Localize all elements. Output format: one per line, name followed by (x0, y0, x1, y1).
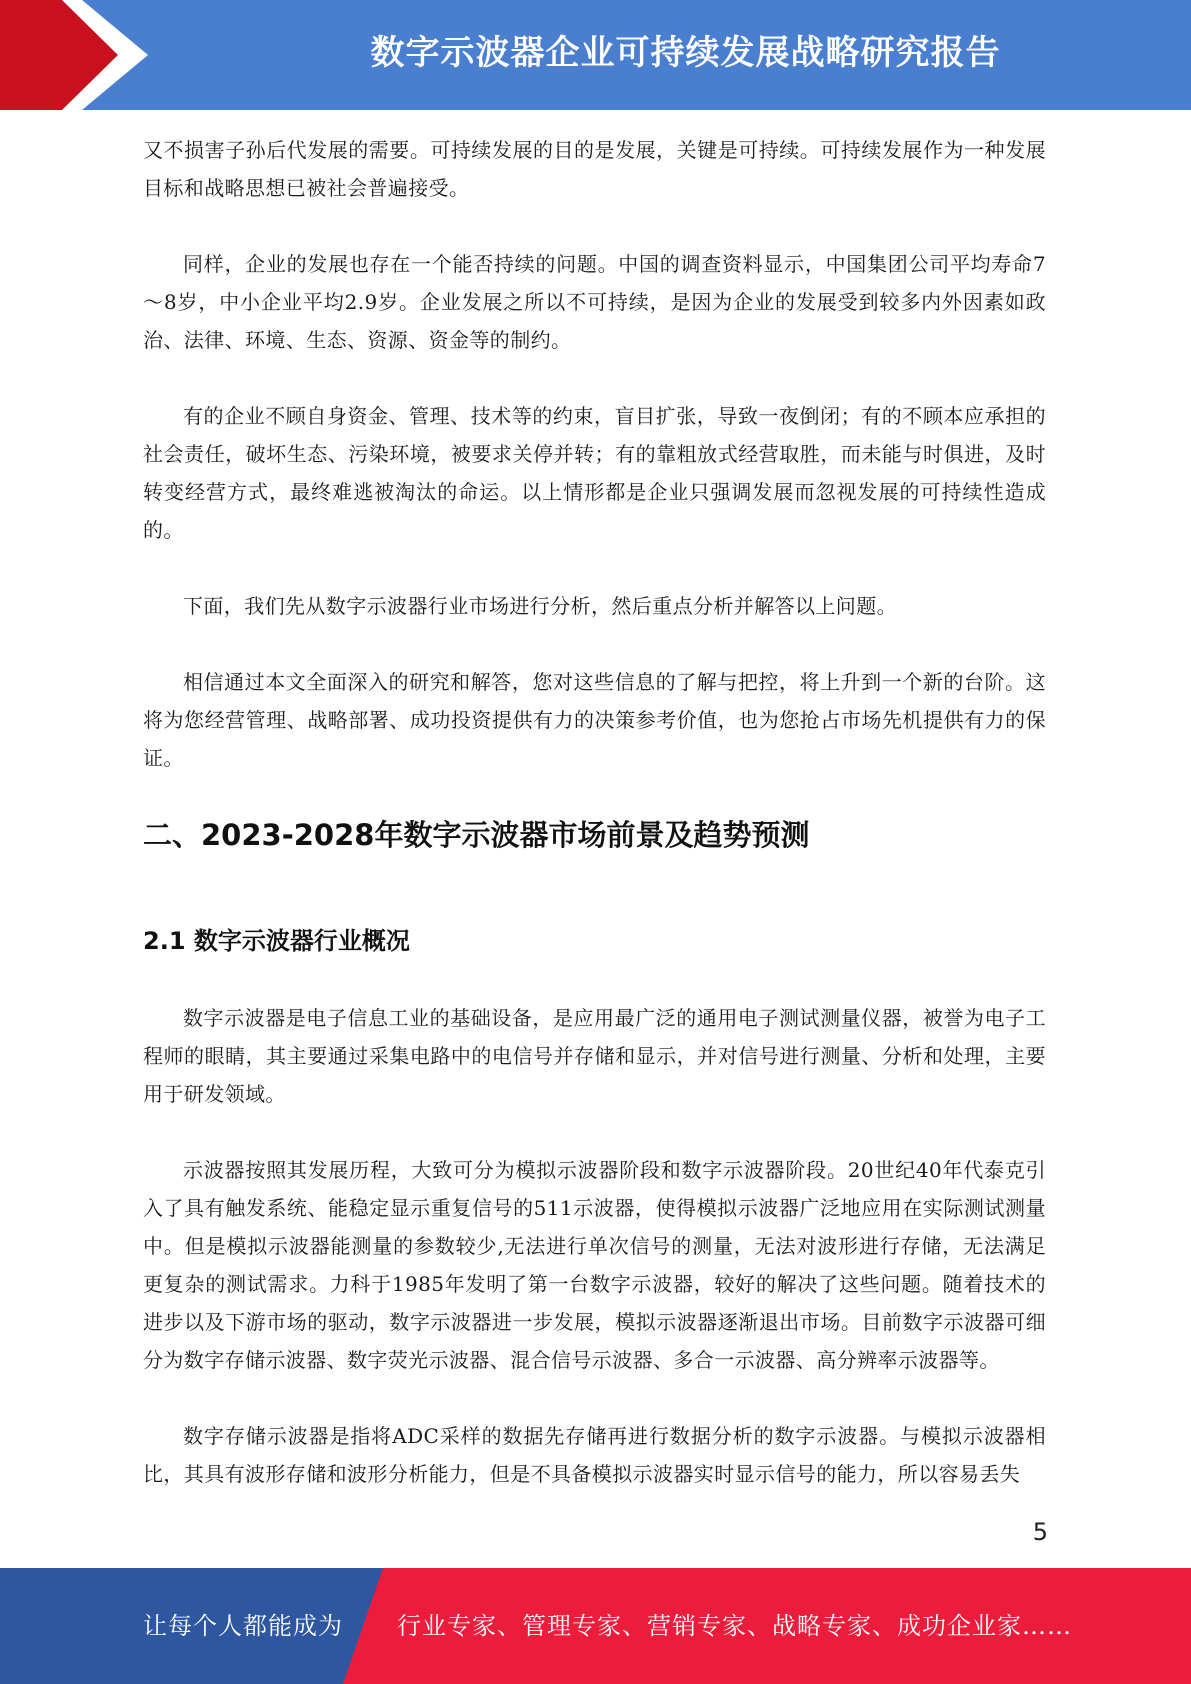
header-banner (0, 0, 1191, 110)
header-arrow-decoration (0, 0, 160, 110)
paragraph: 有的企业不顾自身资金、管理、技术等的约束，盲目扩张，导致一夜倒闭；有的不顾本应承担的社会责任，破坏生态、污染环境，被要求关停并转；有的靠粗放式经营取胜，而未能与时俱进，及时转变经营方式，最终难逃被淘汰的命运。以上情形都是企业只强调发展而忽视发展的可持续性造成的。 (143, 404, 1046, 542)
footer-slogan-left: 让每个人都能成为 (143, 1612, 343, 1640)
paragraph: 同样，企业的发展也存在一个能否持续的问题。中国的调查资料显示，中国集团公司平均寿命7～8岁，中小企业平均2.9岁。企业发展之所以不可持续，是因为企业的发展受到较多内外因素如政治、法律、环境、生态、资源、资金等的制约。 (143, 252, 1046, 352)
footer-banner (0, 1568, 1191, 1684)
subsection-heading: 2.1 数字示波器行业概况 (143, 927, 410, 955)
paragraph: 下面，我们先从数字示波器行业市场进行分析，然后重点分析并解答以上问题。 (183, 594, 897, 618)
paragraph: 又不损害子孙后代发展的需要。可持续发展的目的是发展，关键是可持续。可持续发展作为一种发展目标和战略思想已被社会普遍接受。 (143, 138, 1046, 200)
document-body (143, 131, 1046, 1531)
section-heading: 二、2023-2028年数字示波器市场前景及趋势预测 (143, 818, 810, 852)
document-title: 数字示波器企业可持续发展战略研究报告 (370, 33, 1001, 73)
paragraph: 数字存储示波器是指将ADC采样的数据先存储再进行数据分析的数字示波器。与模拟示波器相比，其具有波形存储和波形分析能力，但是不具备模拟示波器实时显示信号的能力，所以容易丢失 (143, 1424, 1046, 1486)
footer-slogan-right: 行业专家、管理专家、营销专家、战略专家、成功企业家…… (397, 1612, 1072, 1640)
paragraph: 数字示波器是电子信息工业的基础设备，是应用最广泛的通用电子测试测量仪器，被誉为电子工程师的眼睛，其主要通过采集电路中的电信号并存储和显示，并对信号进行测量、分析和处理，主要用于研发领域。 (143, 1006, 1046, 1106)
page-number: 5 (1032, 1518, 1048, 1546)
paragraph: 相信通过本文全面深入的研究和解答，您对这些信息的了解与把控，将上升到一个新的台阶。这将为您经营管理、战略部署、成功投资提供有力的决策参考价值，也为您抢占市场先机提供有力的保证。 (143, 670, 1046, 770)
paragraph: 示波器按照其发展历程，大致可分为模拟示波器阶段和数字示波器阶段。20世纪40年代泰克引入了具有触发系统、能稳定显示重复信号的511示波器，使得模拟示波器广泛地应用在实际测试测量中。但是模拟示波器能测量的参数较少,无法进行单次信号的测量，无法对波形进行存储，无法满足更复杂的测试需求。力科于1985年发明了第一台数字示波器，较好的解决了这些问题。随着技术的进步以及下游市场的驱动，数字示波器进一步发展，模拟示波器逐渐退出市场。目前数字示波器可细分为数字存储示波器、数字荧光示波器、混合信号示波器、多合一示波器、高分辨率示波器等。 (143, 1158, 1046, 1372)
